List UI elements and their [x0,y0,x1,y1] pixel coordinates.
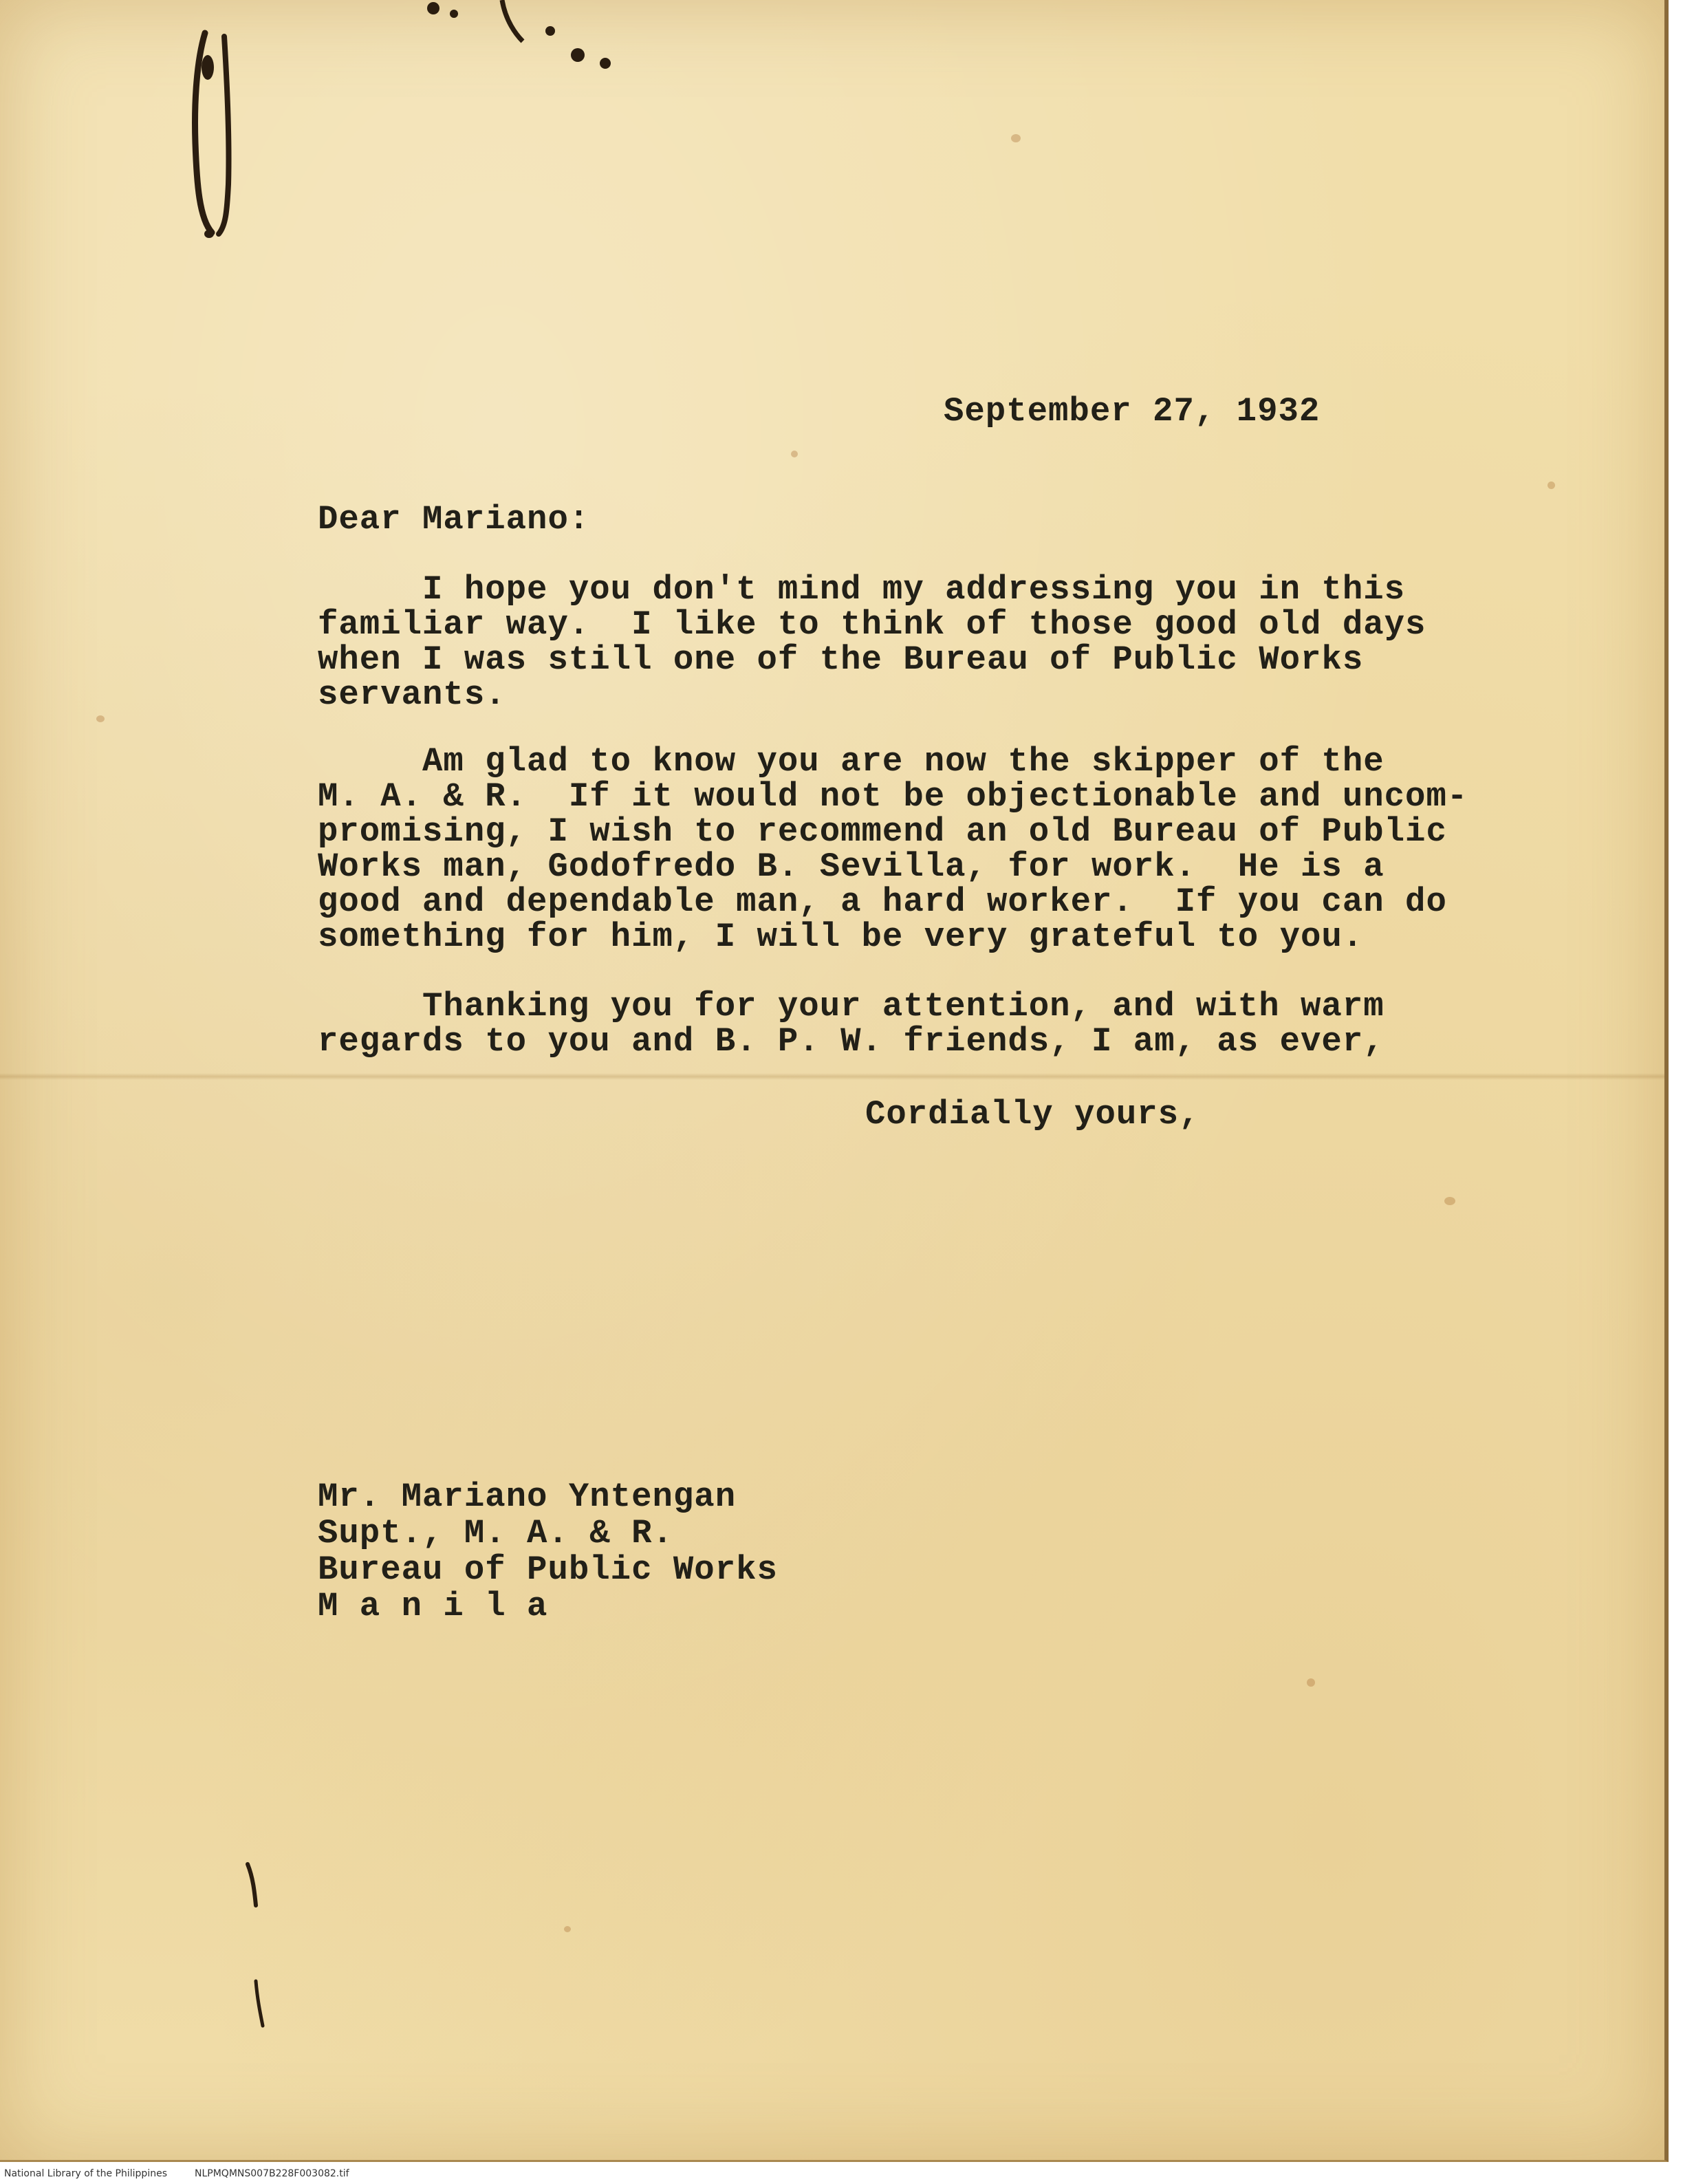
address-line: Mr. Mariano Yntengan [318,1478,737,1516]
foxing-spot [1307,1678,1315,1687]
letter-paragraph-1 [318,572,1426,713]
foxing-spot [96,715,105,722]
edge-tear-mark [241,1857,268,2029]
footer-filename: NLPMQMNS007B228F003082.tif [195,2168,349,2179]
paragraph-line: M. A. & R. If it would not be objectionable and uncom- [318,777,1468,816]
foxing-spot [1011,134,1021,142]
ink-stain-marks [413,0,633,76]
recipient-address [318,1479,778,1625]
paragraph-line: good and dependable man, a hard worker. If you can do [318,883,1447,921]
address-line: Bureau of Public Works [318,1550,778,1589]
foxing-spot [791,451,798,457]
scan-footer [4,2168,377,2179]
paragraph-line: promising, I wish to recommend an old Bureau of Public [318,812,1447,851]
foxing-spot [1444,1197,1455,1205]
letter-paragraph-3 [318,989,1385,1059]
letter-salutation: Dear Mariano: [318,500,590,539]
letter-closing: Cordially yours, [865,1095,1200,1134]
paragraph-line: something for him, I will be very grateful to you. [318,918,1364,956]
foxing-spot [564,1926,571,1932]
letter-date: September 27, 1932 [944,392,1321,431]
footer-institution: National Library of the Philippines [4,2168,167,2179]
foxing-spot [1548,482,1555,489]
paper-clip-mark-icon [184,19,246,246]
paragraph-line: familiar way. I like to think of those good old days [318,605,1426,644]
paragraph-line: regards to you and B. P. W. friends, I am, as ever, [318,1022,1385,1061]
paragraph-line: servants. [318,675,506,714]
paragraph-line: I hope you don't mind my addressing you in this [318,570,1406,609]
letter-paragraph-2 [318,744,1468,955]
paper-fold-line [0,1073,1664,1080]
paragraph-line: Am glad to know you are now the skipper of the [318,742,1385,781]
paragraph-line: when I was still one of the Bureau of Public Works [318,640,1364,679]
address-line: Supt., M. A. & R. [318,1514,673,1553]
paragraph-line: Thanking you for your attention, and with warm [318,987,1385,1026]
address-line: M a n i l a [318,1587,548,1625]
paragraph-line: Works man, Godofredo B. Sevilla, for work. He is a [318,847,1385,886]
